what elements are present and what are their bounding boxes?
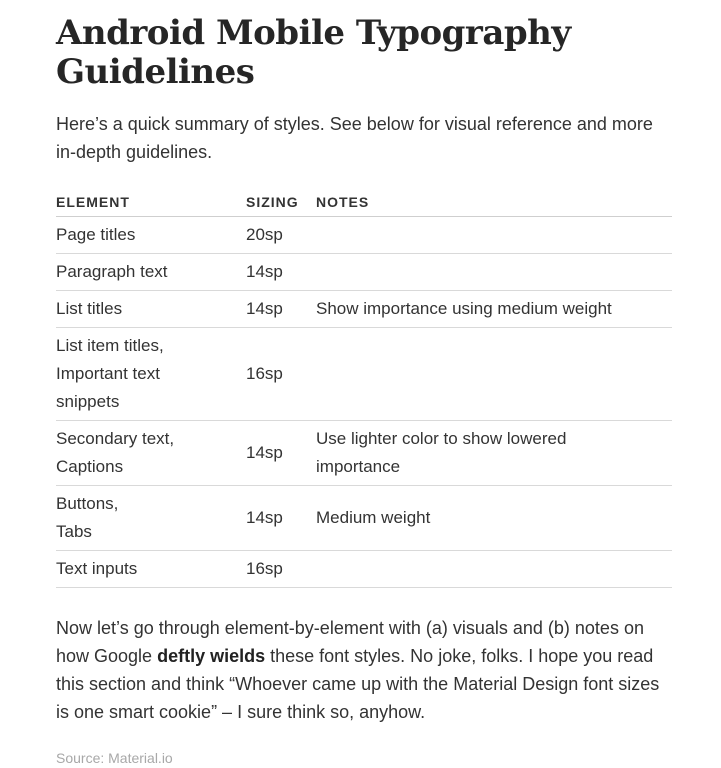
sizing-cell: 14sp — [246, 486, 316, 551]
typography-table — [56, 194, 672, 588]
table-row — [56, 328, 672, 421]
element-cell: List titles — [56, 291, 246, 328]
column-header-element: ELEMENT — [56, 194, 246, 217]
notes-cell: Use lighter color to show lowered importance — [316, 421, 672, 486]
table-row — [56, 486, 672, 551]
intro-paragraph: Here’s a quick summary of styles. See below for visual reference and more in-depth guidelines. — [56, 114, 653, 162]
sizing-cell: 20sp — [246, 217, 316, 254]
page-title: Android Mobile Typography Guidelines — [56, 13, 571, 92]
source-caption: Source: Material.io — [56, 750, 173, 766]
article — [56, 14, 672, 768]
sizing-cell: 14sp — [246, 254, 316, 291]
notes-cell: Show importance using medium weight — [316, 291, 672, 328]
element-cell: Page titles — [56, 217, 246, 254]
table-row — [56, 551, 672, 588]
column-header-sizing: SIZING — [246, 194, 316, 217]
notes-cell: Medium weight — [316, 486, 672, 551]
table-row — [56, 254, 672, 291]
body-text-end: these font styles. No joke, folks. I hope you read this section and think “Whoever came up with the Material Design font sizes is one smart cookie” – I sure think so, anyhow. — [56, 646, 660, 722]
sizing-cell: 16sp — [246, 551, 316, 588]
sizing-cell: 16sp — [246, 328, 316, 421]
body-paragraph — [56, 614, 672, 726]
notes-cell — [316, 217, 672, 254]
notes-cell — [316, 328, 672, 421]
element-cell: Secondary text, Captions — [56, 421, 246, 486]
table-header-row — [56, 194, 672, 217]
element-cell: Buttons, Tabs — [56, 486, 246, 551]
table-row — [56, 217, 672, 254]
body-text-bold: deftly wields — [157, 646, 266, 666]
column-header-notes: NOTES — [316, 194, 672, 217]
sizing-cell: 14sp — [246, 291, 316, 328]
element-cell: List item titles, Important text snippets — [56, 328, 246, 421]
table-row — [56, 291, 672, 328]
element-cell: Paragraph text — [56, 254, 246, 291]
table-row — [56, 421, 672, 486]
element-cell: Text inputs — [56, 551, 246, 588]
sizing-cell: 14sp — [246, 421, 316, 486]
notes-cell — [316, 254, 672, 291]
notes-cell — [316, 551, 672, 588]
body-text-start: Now let’s go through element-by-element with (a) visuals and (b) notes on how Google — [56, 618, 644, 666]
